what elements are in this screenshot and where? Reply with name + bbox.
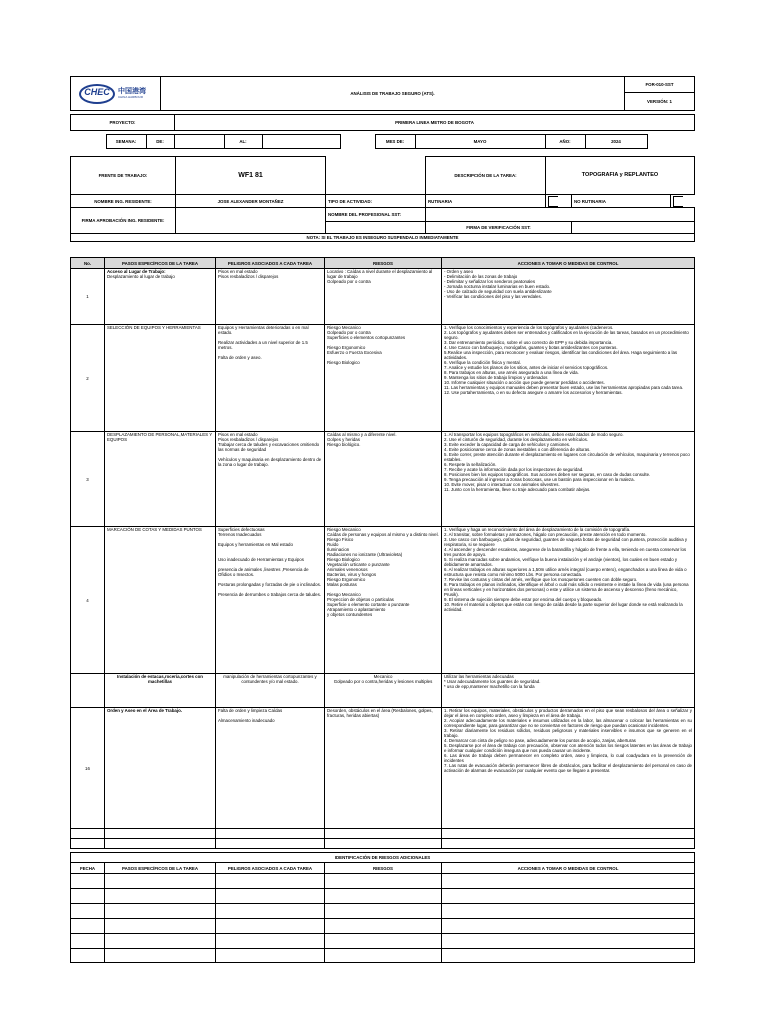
row-acciones: 1. Verifique los conocimientos y experiencia de los topógrafos y ayudantes (cadeneros. 2. Los topógrafos y ayudantes deben ser entrenados y calificados en la ejecución de las tareas, basados en un procedimiento seguro. 3. Dar entrenamiento periódico, sobre el uso correcto de EPP y su debida importancia. 4. Use Casco con barbuquejo, monógafas, guantes y botas antideslizantes con punteras. 5.Realice una inspección, para reconocer y evaluar riesgos, identificar las condiciones del área. Haga seguimiento a las actividades. 6. Verifique la condición física y mental. 7. Analice y estudie los planos de los sitios, antes de iniciar el servicios topográficos. 8. Para trabajos en alturas, use arnés asegurado a una línea de vida. 9. Mantenga los sitios de trabajo limpios y ordenados 10. Informe cualquier situación o acción que puede generar perdidas o accidentes. 11. Las herramientas y equipos manuales deben presentar buen estado, use las herramientas apropiadas para cada tarea. 12. Use portaherramienta, o en su defecto asegure o amarre los accesorios y herramientas.	[442, 325, 695, 432]
row-paso: DESPLAZAMIENTO DE PERSONAL,MATERIALES Y EQUIPOS	[105, 432, 216, 527]
empty-cell[interactable]	[216, 904, 325, 919]
empty-row	[71, 839, 695, 849]
row-paso: Instalación de estacas,rocería,cortes con machetillas	[105, 674, 216, 708]
additional-row	[71, 889, 695, 904]
empty-cell[interactable]	[71, 904, 105, 919]
company-logo	[73, 84, 158, 104]
additional-row	[71, 949, 695, 963]
row-peligros: Falta de orden y limpieza Caídas Almacenamiento inadecuado	[216, 708, 325, 829]
frente-value[interactable]: WF1 81	[176, 157, 326, 195]
row-acciones: Utilizar las herramientas adecuadas * Usar adecuadamente los guantes de seguridad. * uso de epp,mantener machetillo con la funda	[442, 674, 695, 708]
document-title: ANÁLISIS DE TRABAJO SEGURO (ATS).	[161, 77, 625, 111]
header-riesgos: RIESGOS	[325, 258, 442, 269]
row-peligros: Pisos en mal estado Pisos resbaladizos / disparejos Trabajar cerca de taludes y excavaciones omitiendo las normas de seguridad Vehículos y maquinaria en desplazamiento dentro de la zona o lugar de trabajo.	[216, 432, 325, 527]
empty-cell[interactable]	[105, 874, 216, 889]
empty-cell[interactable]	[105, 829, 216, 839]
empty-cell[interactable]	[71, 949, 105, 963]
empty-cell[interactable]	[325, 889, 442, 904]
row-acciones: 1. Verifique y haga un reconocimiento del área de desplazamiento de la comisión de topografía. 2. Al transitar, sobre formaletas y armazones, hágalo con precaución, preste atención en todo momento. 3. Use casco con barbuquejo, gafas de seguridad, guantes de vaqueta botas de seguridad con puntera, protección auditiva y respiratoria, si se requiere 4. Al ascender y descender escaleras, asegurese de la barandilla y hágalo de frente a ella, teniendo en cuenta conservar los tres puntos de apoyo. 5. Si realiza marcadas sobre andamios, verifique la buena instalación y el anclaje (vientos), los cuales en buen estado y debidamente amarrados. 6. Al realizar trabajos en alturas superiores a 1,50m utilice arnés integral (cuerpo entero), enganchados a una línea de vida o estructura que resista como mínimo 5000 Lbs. Por persona conectada. 7. Revise las costuras y cintas del arnés, verifique que los mosquetones cuenten con doble seguro. 8. Para trabajos en planos inclinados, identifique el árbol o cuál más sólido o resistente e instale la línea de vida (una persona en líneas verticales y en horizontales dos personas) o este y utilice un sistema de ascenso y descenso (freno mecánico, Prusik). 9. El sistema de sujeción siempre debe estar por encima del cuerpo y bloqueado. 10. Retire el material u objetos que están con riesgo de caída desde la parte superior del lugar donde se está realizando la actividad.	[442, 527, 695, 674]
row-riesgos: Caídas al mismo y a diferente nivel. Golpes y heridas Riesgo biológico.	[325, 432, 442, 527]
table-row	[71, 527, 695, 674]
chec-logo-mark: CHEC	[79, 84, 115, 104]
semana-label: SEMANA:	[106, 135, 146, 149]
empty-cell[interactable]	[442, 949, 695, 963]
empty-cell[interactable]	[325, 904, 442, 919]
row-paso: Acceso al Lugar de Trabajo: Desplazamiento al lugar de trabajo	[105, 269, 216, 325]
empty-cell[interactable]	[442, 889, 695, 904]
additional-row	[71, 934, 695, 949]
empty-cell[interactable]	[325, 839, 442, 849]
safety-note: NOTA: SI EL TRABAJO ES INSEGURO SUSPENDALO INMEDIATAMENTE	[71, 234, 695, 242]
additional-row	[71, 874, 695, 889]
additional-row	[71, 919, 695, 934]
mes-label: MES DE:	[375, 135, 415, 149]
profesional-sst-label: NOMBRE DEL PROFESIONAL SST:	[326, 208, 426, 222]
de-field[interactable]	[174, 135, 224, 149]
additional-row	[71, 904, 695, 919]
row-riesgos: Riesgo Mecanico Golpeado por o contra Superficies o elementos cortopunzantes Riesgo Ergonomico Esfuerzo o Fuerza Excesiva Riesgo Biologico	[325, 325, 442, 432]
frente-label: FRENTE DE TRABAJO:	[71, 157, 176, 195]
empty-cell[interactable]	[442, 839, 695, 849]
project-label: PROYECTO:	[71, 115, 175, 131]
row-peligros: Pisos en mal estado Pisos resbaladizos / disparejos	[216, 269, 325, 325]
empty-row	[71, 829, 695, 839]
profesional-sst-field[interactable]	[426, 208, 695, 222]
rutinaria-checkbox[interactable]	[548, 196, 558, 207]
row-paso: SELECCIÓN DE EQUIPOS Y HERRAMIENTAS	[105, 325, 216, 432]
row-number: 16	[71, 708, 105, 829]
additional-risks-table	[70, 852, 695, 963]
empty-cell[interactable]	[105, 889, 216, 904]
row-riesgos: Desorden, obstáculos en el área (Resbalones, golpes, fracturas, heridas abiertas)	[325, 708, 442, 829]
row-riesgos: Riesgo Mecanico Caídas de personas y equipos al mismo y a distinto nivel. Riesgo Fisico Ruido Iluminacion Radiaciones no ionizante (Ultravioleta) Riesgo Biologico Vegetación urticante o punzante Animales venenosos Bacterias, virus y hongos Riesgo Ergonomico Malas posturas Riesgo Mecanico Proyeccion de objetos o particulas Superficie o elemento cortante o punzante Atrapamiento o aplastamiento y objetos contundentes	[325, 527, 442, 674]
row-number: 1	[71, 269, 105, 325]
empty-cell[interactable]	[442, 904, 695, 919]
empty-cell[interactable]	[71, 889, 105, 904]
empty-cell[interactable]	[442, 829, 695, 839]
empty-cell[interactable]	[216, 919, 325, 934]
ats-table	[70, 257, 695, 849]
row-acciones: - Orden y aseo - Delimitación de las zonas de trabajo - Delimitar y señalizar los senderos peatonales - Jornada nocturna instalar luminarias en buen estado. - Uso de calzado de seguridad con suela antideslizante - Verificar las condiciones del piso y las veredales.	[442, 269, 695, 325]
additional-header-fecha: FECHA	[71, 863, 105, 874]
anio-value[interactable]: 2024	[585, 135, 647, 149]
firma-residente-field[interactable]	[176, 208, 326, 234]
table-row	[71, 432, 695, 527]
row-peligros: Equipos y Herramientas deterioradas o en mal estado. Realizar actividades a un nivel superior de 1.5 metros. Falta de orden y aseo.	[216, 325, 325, 432]
rutinaria-label: RUTINARIA	[426, 195, 546, 208]
project-value[interactable]: PRIMERA LINEA METRO DE BOGOTA	[175, 115, 695, 131]
row-number: 3	[71, 432, 105, 527]
empty-cell[interactable]	[216, 874, 325, 889]
dates-table	[70, 134, 694, 149]
document-code: FOR-010-SST	[625, 77, 695, 93]
empty-cell[interactable]	[71, 919, 105, 934]
empty-cell[interactable]	[71, 874, 105, 889]
row-paso: Orden y Aseo en el Área de Trabajo.	[105, 708, 216, 829]
empty-cell[interactable]	[325, 829, 442, 839]
residente-value[interactable]: JOSE ALEXANDER MONTAÑEZ	[176, 195, 326, 208]
empty-cell[interactable]	[71, 829, 105, 839]
header-pasos: PASOS ESPECÍFICOS DE LA TAREA	[105, 258, 216, 269]
empty-cell[interactable]	[105, 839, 216, 849]
row-riesgos: Mecanico Golpeado por o contra,heridas y lesiones multiples	[325, 674, 442, 708]
verificacion-sst-field[interactable]	[572, 222, 695, 234]
table-row	[71, 674, 695, 708]
empty-cell[interactable]	[105, 919, 216, 934]
additional-header-acciones: ACCIONES A TOMAR O MEDIDAS DE CONTROL	[442, 863, 695, 874]
logo-subtext: CHINA HARBOUR	[118, 94, 144, 99]
descripcion-label: DESCRIPCIÓN DE LA TAREA:	[426, 157, 546, 195]
table-row	[71, 269, 695, 325]
firma-residente-label: FIRMA APROBACIÓN ING. RESIDENTE:	[71, 208, 176, 234]
empty-cell[interactable]	[105, 934, 216, 949]
row-acciones: 1. Retirar los equipos, materiales, obstáculos y productos derramados en el piso que sean resbalosos del área o señalizar y dejar el área en completo orden, aseo y limpieza en el área de trabajo. 2. Acopiar adecuadamente los materiales e insumos utilizados en la labor, las almacenar o colocar las herramientas en su correspondiente lugar, para garantizar que no se conviertan en factores de riesgo que puedan ocasionar incidentes. 3. Retirar diariamente los residuos sólidos, residuos peligrosos y materiales inservibles e insumos que se generen en el trabajo. 4. Demarcar con cinta de peligro no pase, adecuadamente los puntos de acopio, zanjas, aberturas 5. Desplazarse por el área de trabajo con precaución, observar con atención todos los riesgos latentes en las áreas de trabajo e informar cualquier condición insegura que nos pueda causar un incidente. 6. Las áreas de trabajo deben permanecer en completo orden, aseo y limpieza, lo cual coadyudara en la prevención de incidentes 7. Las rutas de evacuación deberán permanecer libres de obstáculos, para facilitar el desplazamiento del personal en caso de activación de alarmas de evacuación por cualquier evento que se llegare a presentar.	[442, 708, 695, 829]
de-label: DE:	[146, 135, 174, 149]
logo-cell	[71, 77, 161, 111]
header-peligros: PELIGROS ASOCIADOS A CADA TAREA	[216, 258, 325, 269]
ats-header-row	[71, 258, 695, 269]
table-row	[71, 325, 695, 432]
additional-header-pasos: PASOS ESPECÍFICOS DE LA TAREA	[105, 863, 216, 874]
header-table	[70, 76, 695, 111]
empty-cell[interactable]	[325, 919, 442, 934]
row-riesgos: Locativo : Caídas a nivel durante el desplazamiento al lugar de trabajo Golpeado por o contra	[325, 269, 442, 325]
empty-cell[interactable]	[216, 839, 325, 849]
empty-cell[interactable]	[442, 934, 695, 949]
table-row	[71, 708, 695, 829]
anio-label: AÑO:	[545, 135, 585, 149]
row-peligros: manipulación de herramientas cortopunzantes y contundentes y/o mal estado.	[216, 674, 325, 708]
additional-header-peligros: PELIGROS ASOCIADOS A CADA TAREA	[216, 863, 325, 874]
additional-title: IDENTIFICACIÓN DE RIESGOS ADICIONALES	[71, 853, 695, 863]
header-no: No.	[71, 258, 105, 269]
empty-cell[interactable]	[216, 949, 325, 963]
work-info-table	[70, 156, 695, 242]
no-rutinaria-label: NO RUTINARIA	[572, 195, 671, 208]
empty-cell[interactable]	[325, 949, 442, 963]
additional-header-riesgos: RIESGOS	[325, 863, 442, 874]
empty-cell[interactable]	[105, 904, 216, 919]
row-paso: MARCACIÓN DE COTAS Y MEDIDAS PUNTOS	[105, 527, 216, 674]
al-field[interactable]	[262, 135, 340, 149]
no-rutinaria-checkbox[interactable]	[673, 196, 683, 207]
project-table	[70, 114, 695, 131]
empty-cell[interactable]	[442, 874, 695, 889]
empty-cell[interactable]	[105, 949, 216, 963]
tipo-actividad-label: TIPO DE ACTIVIDAD:	[326, 195, 426, 208]
header-acciones: ACCIONES A TOMAR O MEDIDAS DE CONTROL	[442, 258, 695, 269]
descripcion-value[interactable]: TOPOGRAFIA y REPLANTEO	[546, 157, 695, 195]
mes-value[interactable]: MAYO	[415, 135, 545, 149]
empty-cell[interactable]	[216, 829, 325, 839]
empty-cell[interactable]	[216, 889, 325, 904]
empty-cell[interactable]	[216, 934, 325, 949]
row-number: 2	[71, 325, 105, 432]
row-acciones: 1. Al transportar los equipos topográficos en vehículos, deben estar atados de modo seguro. 2. Use el cinturón de seguridad, durante los desplazamiento en vehículos. 3. Evite exceder la capacidad de carga de vehículos y camiones. 4. Evite posicionarse cerca de zonas inestables o con diferencia de alturas. 5. Evite correr, preste atención durante el desplazamiento en lugares con circulación de vehículos, maquinaria y terrenos poco estables. 6. Respete la señalización. 7. Recibe y acate la información dada por los inspectores de seguridad. 8. Posiciones bien los equipos topográficos. Sus acciones deben ser seguras, en caso de dudas consulte. 9. Tenga precaución al ingresar a zonas boscosas, use un bastón para inspeccionar en la maleza. 10. Evite mover, pisar o interactuar con animales silvestres. 11. Junto con la herramienta, lleve su traje adecuado para combatir abejas.	[442, 432, 695, 527]
al-label: AL:	[224, 135, 262, 149]
empty-cell[interactable]	[325, 934, 442, 949]
document-version: VERSIÓN: 1	[625, 93, 695, 111]
logo-chinese-text: 中国港湾	[118, 87, 146, 95]
row-number: 4	[71, 527, 105, 674]
verificacion-sst-label: FIRMA DE VERIFICACIÓN SST:	[426, 222, 572, 234]
row-peligros: Superficies defectuosas Terrenos Inadecuados Equipos y herramientas en Mal estado Uso inadecuado de Herramientas y Equipos presencia de animales ,lisestres ,Presencia de Ofidios o Insectos. Posturas prolongadas y forzadas de pie o inclinados. Presencia de derrumbes o trabajos cerca de taludes.	[216, 527, 325, 674]
row-number	[71, 674, 105, 708]
empty-cell[interactable]	[71, 839, 105, 849]
empty-cell[interactable]	[442, 919, 695, 934]
empty-cell[interactable]	[325, 874, 442, 889]
residente-label: NOMBRE ING. RESIDENTE:	[71, 195, 176, 208]
empty-cell[interactable]	[71, 934, 105, 949]
